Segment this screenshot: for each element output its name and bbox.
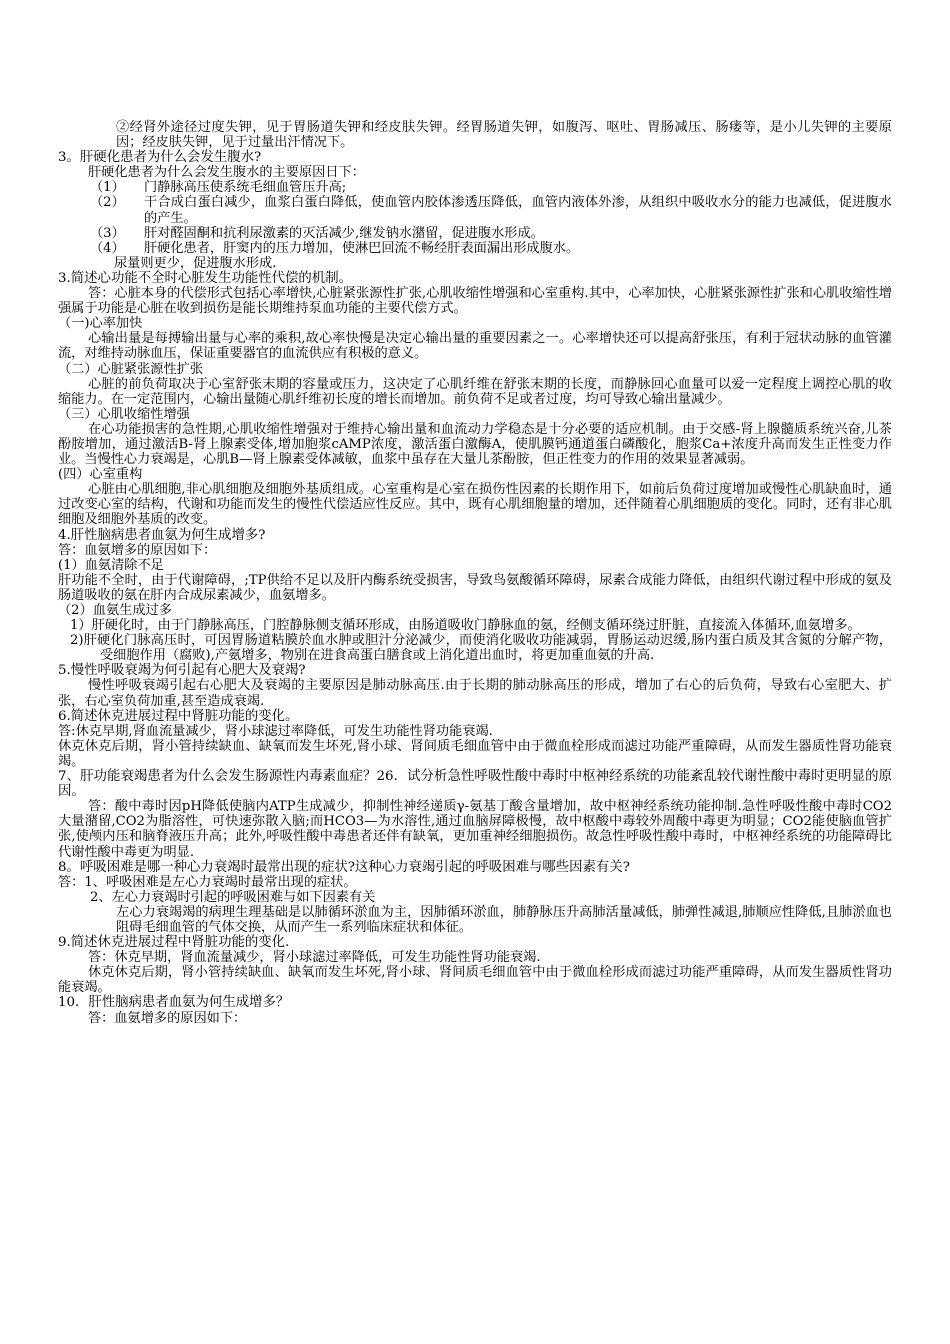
paragraph: 肝硬化患者为什么会发生腹水的主要原因日下：: [88, 165, 365, 181]
paragraph: ②经肾外途径过度失钾，见于胃肠道失钾和经皮肤失钾。经胃肠道失钾，如腹泻、呕吐、胃肠减压、肠瘘等，是小儿失钾的主要原因；经皮肤失钾，见于过量出汗情况下。: [116, 120, 892, 151]
list-item: [58, 180, 892, 195]
list-number: （3）: [90, 225, 125, 241]
paragraph: 心输出量是每搏输出量与心率的乘积,故心率快慢是决定心输出量的重要因素之一。心率增快还可以提高舒张压，有利于冠状动脉的血管灌流，对维持动脉血压，保证重要器官的血流供应有积极的意义。: [58, 331, 892, 362]
list-item: [58, 226, 892, 241]
question-heading: 8。呼吸困难是哪一种心力衰竭时最常出现的症状?这种心力衰竭引起的呼吸困难与哪些因素有关?: [58, 859, 630, 875]
paragraph: 心脏由心肌细胞,非心肌细胞及细胞外基质组成。心室重构是心室在损伤性因素的长期作用下，如前后负荷过度增加或慢性心肌缺血时，通过改变心室的结构，代谢和功能而发生的慢性代偿适应性反应。其中，既有心肌细胞量的增加，还伴随着心肌细胞质的变化。同时，还有非心肌细胞及细胞外基质的改变。: [58, 482, 892, 528]
answer-paragraph: 答：休克早期，肾血流量减少，肾小球滤过率降低，可发生功能性肾功能衰竭.: [88, 950, 541, 966]
paragraph: 在心功能损害的急性期,心肌收缩性增强对于维持心输出量和血流动力学稳态是十分必要的适应机制。由于交感-肾上腺髓质系统兴奋,儿茶酚胺增加，通过激活B-肾上腺素受体,增加胞浆cAMP浓度，激活蛋白激酶A，使肌膜钙通道蛋白磷酸化，胞浆Ca+浓度升高而发生正性变力作业。当慢性心力衰竭是，心肌B—肾上腺素受体减敏，血浆中虽存在大量儿茶酚胺，但正性变力的作用的效果显著减弱。: [58, 421, 892, 468]
paragraph: 休克休克后期，肾小管持续缺血、缺氧而发生坏死,肾小球、肾间质毛细血管中由于微血栓形成而滤过功能严重障碍，从而发生器质性肾功能衰竭。: [58, 738, 892, 769]
paragraph: 休克休克后期，肾小管持续缺血、缺氧而发生坏死,肾小球、肾间质毛细血管中由于微血栓形成而滤过功能严重障碍，从而发生器质性肾功能衰竭。: [58, 965, 892, 996]
document-body: [58, 120, 892, 1026]
question-heading: 3.简述心功能不全时心脏发生功能性代偿的机制。: [58, 270, 352, 286]
answer-paragraph: 答：酸中毒时因pH降低使脑内ATP生成减少，抑制性神经递质γ-氨基丁酸含量增加，故中枢神经系统功能抑制.急性呼吸性酸中毒时CO2大量潴留,CO2为脂溶性，可快速弥散入脑;而HCO3—为水溶性,通过血脑屏障极慢，故中枢酸中毒较外周酸中毒更为明显；CO2能使脑血管扩张,使颅内压和脑脊液压升高；此外,呼吸性酸中毒患者还伴有缺氧，更加重神经细胞损伤。故急性呼吸性酸中毒时，中枢神经系统的功能障碍比代谢性酸中毒更为明显.: [58, 799, 892, 860]
paragraph: 2、左心力衰竭时引起的呼吸困难与如下因素有关: [90, 889, 376, 905]
section-heading: （2）血氨生成过多: [58, 603, 172, 618]
question-heading: 4.肝性脑病患者血氨为何生成增多?: [58, 527, 266, 543]
list-item: [58, 241, 892, 256]
question-heading: 7、肝功能衰竭患者为什么会发生肠源性内毒素血症？26．试分析急性呼吸性酸中毒时中枢神经系统的功能紊乱较代谢性酸中毒时更明显的原因。: [58, 769, 892, 800]
answer-paragraph: 答:休克早期,肾血流量减少，肾小球滤过率降低，可发生功能性肾功能衰竭.: [58, 723, 493, 739]
paragraph: 左心力衰竭竭的病理生理基础是以肺循环淤血为主，因肺循环淤血，肺静脉压升高肺活量减低，肺弹性减退,肺顺应性降低,且肺淤血也阻碍毛细血管的气体交换，从而产生一系列临床症状和体征。: [116, 904, 892, 935]
question-heading: 9.简述休克进展过程中肾脏功能的变化.: [58, 935, 290, 951]
section-heading: (四）心室重构: [58, 467, 143, 483]
list-number: （4）: [90, 240, 125, 256]
list-item-text: 肝硬化患者，肝窦内的压力增加，使淋巴回流不畅经肝表面漏出形成腹水。: [144, 240, 580, 256]
paragraph: 尿量则更少，促进腹水形成.: [114, 255, 277, 271]
question-heading: 5.慢性呼吸衰竭为何引起有心肥大及衰竭?: [58, 663, 306, 679]
list-item-text: 门静脉高压使系统毛细血管压升高;: [144, 180, 347, 196]
section-heading: （三）心肌收缩性增强: [58, 406, 190, 422]
list-item-text: 干合成白蛋白减少，血浆白蛋白降低，使血管内胶体渗透压降低，血管内液体外渗，从组织中吸收水分的能力也减低，促进腹水的产生。: [144, 195, 892, 226]
list-number: （1）: [90, 180, 125, 196]
section-heading: （一)心率加快: [58, 316, 143, 332]
list-item: 1）肝硬化时，由于门静脉高压，门腔静脉侧支循环形成，由肠道吸收门静脉血的氨，经侧支循环绕过肝脏，直接流入体循环,血氨增多。: [70, 618, 861, 634]
list-item-text: 肝对醛固酮和抗利尿激素的灭活减少,继发钠水潴留，促进腹水形成。: [144, 225, 544, 241]
question-heading: 10．肝性脑病患者血氨为何生成增多？: [58, 995, 290, 1011]
section-heading: （二）心脏紧张源性扩张: [58, 361, 204, 377]
question-heading: 6.简述休克进展过程中肾脏功能的变化。: [58, 708, 299, 724]
paragraph: 心脏的前负荷取决于心室舒张末期的容量或压力，这决定了心肌纤维在舒张末期的长度，而静脉回心血量可以爱一定程度上调控心肌的收缩能力。在一定范围内，心输出量随心肌纤维初长度的增长而增加。前负荷不足或者过度，均可导致心输出量减少。: [58, 376, 892, 407]
answer-paragraph: 答：1、呼吸困难是左心力衰竭时最常出现的症状。: [58, 874, 357, 890]
list-number: （2）: [90, 195, 125, 211]
answer-paragraph: 答：心脏本身的代偿形式包括心率增快,心脏紧张源性扩张,心肌收缩性增强和心室重构.其中，心率加快，心脏紧张源性扩张和心肌收缩性增强属于功能是心脏在收到损伤是能长期维持泵血功能的主要代偿方式。: [58, 286, 892, 317]
paragraph: 肝功能不全时，由于代谢障碍，;TP供给不足以及肝内酶系统受损害，导致鸟氨酸循环障碍，尿素合成能力降低，由组织代谢过程中形成的氨及肠道吸收的氨在肝内合成尿素减少，血氨增多。: [58, 572, 892, 603]
answer-paragraph: 答：血氨增多的原因如下：: [88, 1010, 247, 1026]
answer-paragraph: 答：血氨增多的原因如下：: [58, 542, 217, 558]
list-item: 2)肝硬化门脉高压时，可因胃肠道粘膜於血水肿或胆汁分泌减少，而使消化吸收功能减弱，胃肠运动迟缓,肠内蛋白质及其含氮的分解产物，受细胞作用（腐败),产氨增多，物别在进食高蛋白膳食或上消化道出血时，将更加重血氨的升高.: [70, 633, 892, 664]
list-item: [58, 195, 892, 225]
paragraph: 慢性呼吸衰竭引起右心肥大及衰竭的主要原因是肺动脉高压.由于长期的肺动脉高压的形成，增加了右心的后负荷，导致右心室肥大、扩张，右心室负荷加重,甚至造成衰竭.: [58, 678, 892, 709]
section-heading: (1）血氨清除不足: [58, 557, 164, 573]
question-heading: 3。肝硬化患者为什么会发生腹水?: [58, 150, 262, 166]
